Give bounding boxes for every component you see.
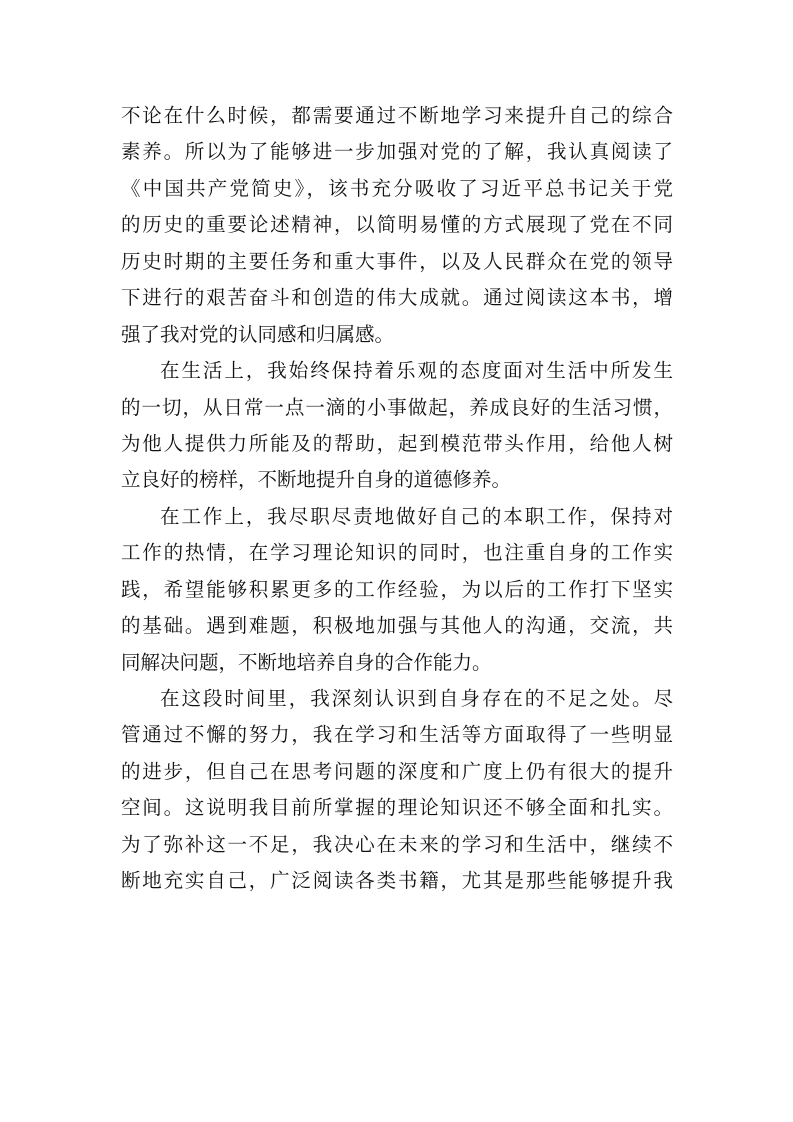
text-line: 在工作上，我尽职尽责地做好自己的本职工作，保持对 [160,504,673,528]
text-line: 立良好的榜样，不断地提升自身的道德修养。 [121,468,512,492]
text-line: 历史时期的主要任务和重大事件，以及人民群众在党的领导 [121,249,673,273]
text-line: 同解决问题，不断地培养自身的合作能力。 [121,650,492,674]
text-line: 工作的热情，在学习理论知识的同时，也注重自身的工作实 [121,541,673,565]
text-line: 强了我对党的认同感和归属感。 [121,322,395,346]
text-line: 在这段时间里，我深刻认识到自身存在的不足之处。尽 [160,687,673,710]
text-line: 践，希望能够积累更多的工作经验，为以后的工作打下坚实 [121,577,673,601]
text-line: 管通过不懈的努力，我在学习和生活等方面取得了一些明显 [121,723,673,747]
paragraph-2 [121,353,673,499]
text-line: 在生活上，我始终保持着乐观的态度面对生活中所发生 [160,359,673,383]
text-line: 素养。所以为了能够进一步加强对党的了解，我认真阅读了 [121,140,673,164]
text-line: 断地充实自己，广泛阅读各类书籍，尤其是那些能够提升我 [121,869,673,893]
paragraph-4 [121,681,673,900]
text-line: 为他人提供力所能及的帮助，起到模范带头作用，给他人树 [121,431,673,455]
paragraph-3 [121,499,673,681]
text-line: 的基础。遇到难题，积极地加强与其他人的沟通，交流，共 [121,614,673,638]
text-line: 为了弥补这一不足，我决心在未来的学习和生活中，继续不 [121,832,673,856]
text-line: 的进步，但自己在思考问题的深度和广度上仍有很大的提升 [121,759,673,783]
text-line: 不论在什么时候，都需要通过不断地学习来提升自己的综合 [121,104,673,127]
document-body [121,98,673,900]
text-line: 下进行的艰苦奋斗和创造的伟大成就。通过阅读这本书，增 [121,286,673,310]
text-line: 空间。这说明我目前所掌握的理论知识还不够全面和扎实。 [121,796,673,820]
text-line: 的历史的重要论述精神，以简明易懂的方式展现了党在不同 [121,213,673,237]
paragraph-1 [121,98,673,353]
text-line: 《中国共产党简史》，该书充分吸收了习近平总书记关于党 [121,176,673,200]
text-line: 的一切，从日常一点一滴的小事做起，养成良好的生活习惯， [121,395,673,419]
